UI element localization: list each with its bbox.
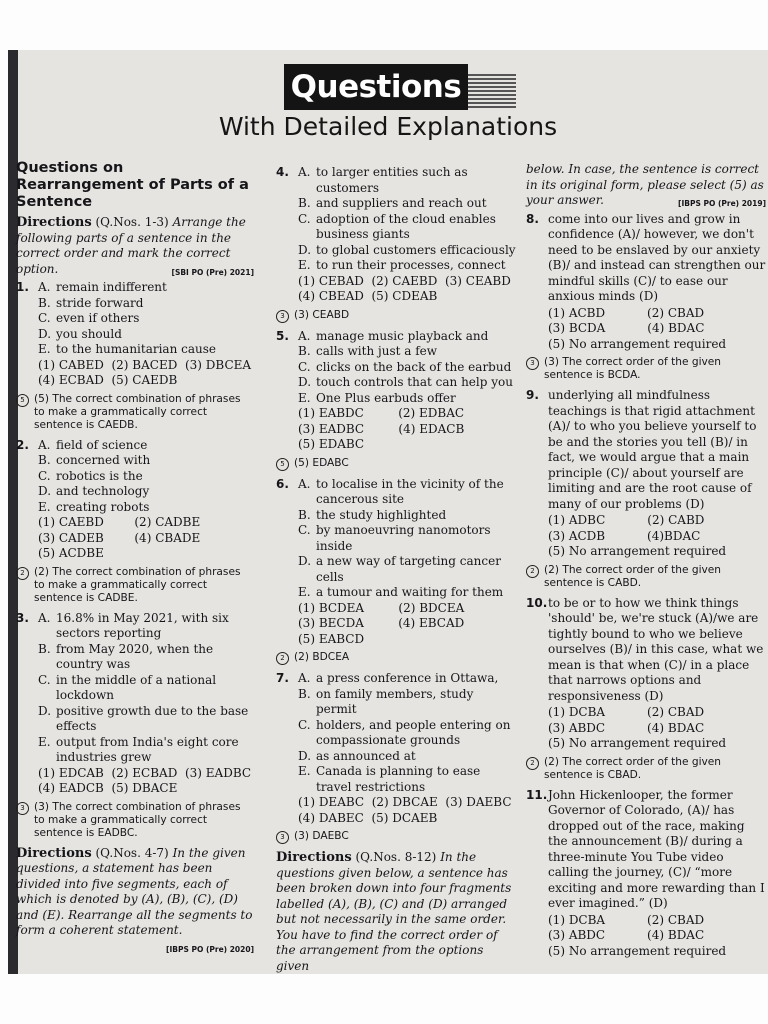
answer-text: (3) The correct order of the given sentence is BCDA. — [544, 356, 722, 381]
part-text: positive growth due to the base effects — [56, 703, 249, 733]
question-part — [38, 453, 254, 469]
answer-option: (1) BCDEA (2) BDCEA — [298, 600, 465, 615]
question-row — [526, 388, 766, 513]
part-text: to the humanitarian cause — [56, 342, 216, 356]
question-row — [16, 280, 254, 358]
part-label: E. — [38, 734, 51, 749]
question-body — [298, 329, 516, 407]
part-text: as announced at — [316, 748, 416, 763]
part-label: C. — [298, 717, 311, 732]
answer-option: (4) CBEAD (5) CDEAB — [298, 289, 438, 303]
question-part — [38, 438, 254, 454]
answer-option: (3) ACDB (4)BDAC — [548, 528, 701, 543]
answer-option: (1) EABDC (2) EDBAC — [298, 406, 465, 420]
directions-qnos: (Q.Nos. 1-3) — [95, 215, 169, 229]
question-3 — [16, 611, 254, 840]
question-part — [38, 296, 254, 312]
question-part — [298, 360, 516, 376]
answer-bullet-icon: 2 — [526, 565, 539, 578]
source-tag: [IBPS PO (Pre) 2020] — [166, 944, 254, 954]
question-part — [298, 391, 516, 407]
part-label: A. — [298, 671, 311, 685]
part-text: in the middle of a national lockdown — [56, 672, 217, 702]
question-body — [548, 788, 766, 913]
part-text: calls with just a few — [316, 344, 438, 358]
question-1 — [16, 280, 254, 432]
source-tag: [IBPS PO (Pre) 2019] — [678, 199, 766, 208]
part-label: B. — [38, 453, 51, 467]
answer-explanation — [276, 457, 516, 471]
question-part — [298, 687, 516, 718]
answer-text: (2) The correct order of the given sentence is CBAD. — [544, 755, 722, 781]
question-number: 10. — [526, 595, 548, 610]
part-text: a press conference in Ottawa, — [316, 671, 499, 685]
directions-continued — [526, 162, 766, 209]
answer-text: (5) The correct combination of phrases to make a grammatically correct sentence is CAEDB. — [34, 392, 241, 431]
answer-option: (1) DCBA (2) CBAD — [548, 705, 705, 719]
question-stem: John Hickenlooper, the former Governor of Colorado, (A)/ has dropped out of the race, making the announcement (B)/ during a three-minute You Tube video calling the journey, (C)/ “more exciting and more rewarding than I ever imagined.” (D) — [548, 787, 765, 910]
answer-option: (1) CAEBD (2) CADBE — [38, 515, 201, 529]
part-text: the study highlighted — [316, 507, 447, 522]
part-text: you should — [56, 326, 122, 341]
question-number: 3. — [16, 610, 29, 625]
part-label: C. — [38, 468, 51, 483]
part-label: B. — [298, 196, 311, 210]
question-body — [548, 388, 766, 513]
question-part — [38, 735, 254, 766]
part-label: E. — [38, 499, 51, 514]
answer-explanation — [16, 801, 254, 840]
part-text: concerned with — [56, 453, 151, 467]
part-text: on family members, study permit — [316, 686, 474, 716]
answer-option: (4) EADCB (5) DBACE — [38, 781, 178, 795]
directions-text: In the given questions, a statement has been divided into five segments, each of which is denoted by (A), (B), (C), (D) and (E). Rearrange all the segments to form a coherent statement. — [16, 845, 253, 937]
question-body — [298, 165, 516, 274]
part-label: D. — [38, 703, 52, 718]
question-number: 6. — [276, 476, 289, 491]
part-label: A. — [298, 165, 311, 179]
answer-option: (5) No arrangement required — [548, 736, 727, 750]
page-subtitle: With Detailed Explanations — [218, 112, 558, 141]
question-number: 2. — [16, 437, 29, 452]
answer-bullet-icon: 2 — [276, 652, 289, 665]
part-text: output from India's eight core industries grew — [56, 734, 239, 764]
part-label: E. — [298, 258, 311, 272]
part-label: D. — [38, 326, 52, 341]
part-text: holders, and people entering on compassionate grounds — [316, 717, 511, 747]
question-part — [298, 477, 516, 508]
directions-label: Directions — [276, 850, 352, 865]
directions-4-7 — [16, 845, 254, 954]
part-text: to global customers efficaciously — [316, 242, 516, 257]
question-number: 8. — [526, 211, 539, 226]
part-text: to localise in the vicinity of the cancerous site — [316, 476, 504, 506]
book-page — [8, 50, 768, 974]
question-number: 7. — [276, 671, 289, 685]
answer-option: (5) EABCD — [298, 631, 365, 646]
question-body — [38, 611, 254, 766]
part-label: B. — [298, 344, 311, 358]
part-label: A. — [298, 328, 311, 343]
part-label: C. — [38, 311, 51, 325]
part-text: from May 2020, when the country was — [56, 641, 214, 671]
answer-option: (1) DCBA (2) CBAD — [548, 912, 705, 927]
answer-option: (3) CADEB (4) CBADE — [38, 530, 201, 545]
part-label: A. — [298, 476, 311, 491]
part-label: B. — [298, 686, 311, 701]
column-1 — [16, 160, 254, 957]
question-part — [38, 280, 254, 296]
part-label: D. — [298, 242, 312, 257]
question-6 — [276, 477, 516, 666]
directions-qnos: (Q.Nos. 8-12) — [355, 850, 437, 864]
question-number: 11. — [526, 787, 548, 802]
answer-option: (4) DABEC (5) DCAEB — [298, 810, 438, 825]
question-part — [38, 642, 254, 673]
part-text: to larger entities such as customers — [316, 165, 468, 195]
question-9 — [526, 388, 766, 590]
question-part — [298, 554, 516, 585]
question-part — [298, 196, 516, 212]
part-text: even if others — [56, 311, 140, 325]
answer-bullet-icon: 5 — [276, 458, 289, 471]
answer-option: (3) ABDC (4) BDAC — [548, 720, 705, 735]
answer-bullet-icon: 3 — [526, 357, 539, 370]
question-part — [298, 243, 516, 259]
answer-explanation — [276, 651, 516, 665]
question-5 — [276, 329, 516, 471]
question-row — [16, 438, 254, 516]
question-part — [38, 611, 254, 642]
question-row — [276, 165, 516, 274]
answer-option: (1) ACBD (2) CBAD — [548, 305, 705, 320]
answer-option: (4) ECBAD (5) CAEDB — [38, 373, 178, 387]
directions-label: Directions — [16, 845, 92, 861]
answer-option: (3) BECDA (4) EBCAD — [298, 616, 465, 630]
answer-bullet-icon: 3 — [16, 802, 29, 815]
part-text: adoption of the cloud enables business giants — [316, 211, 496, 241]
answer-explanation — [526, 564, 766, 590]
question-part — [298, 344, 516, 360]
part-text: remain indifferent — [56, 280, 167, 294]
answer-option: (3) BCDA (4) BDAC — [548, 321, 705, 335]
question-11 — [526, 788, 766, 960]
answer-option: (5) EDABC — [298, 437, 365, 451]
question-body — [298, 671, 516, 795]
answer-bullet-icon: 2 — [16, 567, 29, 580]
part-text: 16.8% in May 2021, with six sectors reporting — [56, 610, 229, 640]
question-part — [298, 375, 516, 391]
part-text: robotics is the — [56, 468, 143, 483]
question-body — [548, 212, 766, 306]
directions-qnos: (Q.Nos. 4-7) — [95, 845, 169, 860]
question-stem: underlying all mindfulness teachings is that rigid attachment (A)/ to who you believe yourself to be and the stories you tell (B)/ in fact, we would argue that a main principle (C)/ about yourself are limiting and are the root cause of many of our problems (D) — [548, 388, 757, 511]
part-text: a tumour and waiting for them — [316, 585, 504, 599]
part-label: B. — [38, 295, 51, 310]
title-decoration — [468, 74, 516, 108]
part-label: E. — [298, 764, 311, 778]
answer-bullet-icon: 3 — [276, 310, 289, 323]
directions-text: In the questions given below, a sentence has been broken down into four fragments labelled (A), (B), (C) and (D) arranged but not necessarily in the same order. You have to find the correct order of the arrangement from the options given — [276, 850, 512, 973]
question-part — [298, 749, 516, 765]
question-body — [38, 280, 254, 358]
directions-text: Arrange the following parts of a sentence in the correct order and mark the correct option. — [16, 215, 246, 276]
question-body — [298, 477, 516, 601]
part-label: E. — [38, 342, 51, 356]
question-2 — [16, 438, 254, 605]
answer-option: (1) ADBC (2) CABD — [548, 513, 705, 527]
answer-option: (3) ABDC (4) BDAC — [548, 928, 705, 942]
answer-text: (3) The correct combination of phrases to make a grammatically correct sentence is EADBC. — [34, 800, 241, 839]
part-label: E. — [298, 390, 311, 405]
part-text: by manoeuvring nanomotors inside — [316, 523, 491, 553]
page-title: Questions — [284, 64, 468, 110]
answer-text: (5) EDABC — [294, 456, 349, 469]
part-label: E. — [298, 585, 311, 599]
answer-option: (5) No arrangement required — [548, 943, 727, 958]
answer-option: (1) DEABC (2) DBCAE (3) DAEBC — [298, 795, 512, 809]
question-part — [38, 327, 254, 343]
question-row — [276, 477, 516, 601]
answer-explanation — [526, 356, 766, 382]
part-text: creating robots — [56, 499, 150, 514]
question-part — [38, 500, 254, 516]
part-text: field of science — [56, 437, 148, 452]
part-label: A. — [38, 280, 51, 294]
part-text: touch controls that can help you — [316, 375, 513, 389]
question-part — [38, 673, 254, 704]
question-row — [526, 788, 766, 913]
question-body — [548, 596, 766, 706]
part-label: D. — [38, 484, 52, 498]
question-part — [298, 671, 516, 687]
question-part — [298, 523, 516, 554]
part-label: B. — [38, 641, 51, 656]
question-part — [298, 718, 516, 749]
answer-explanation — [276, 309, 516, 323]
question-row — [276, 329, 516, 407]
answer-explanation — [276, 830, 516, 844]
question-part — [298, 764, 516, 795]
source-tag: [SBI PO (Pre) 2021] — [171, 267, 254, 277]
part-text: stride forward — [56, 295, 144, 310]
part-text: to run their processes, connect — [316, 258, 506, 272]
directions-1-3 — [16, 215, 254, 277]
part-label: C. — [298, 211, 311, 226]
part-label: A. — [38, 437, 51, 452]
directions-label: Directions — [16, 215, 92, 230]
question-number: 1. — [16, 280, 29, 294]
answer-explanation — [526, 756, 766, 782]
question-part — [298, 258, 516, 274]
question-body — [38, 438, 254, 516]
answer-bullet-icon: 5 — [16, 394, 29, 407]
question-row — [16, 611, 254, 766]
answer-bullet-icon: 2 — [526, 757, 539, 770]
question-stem: to be or to how we think things 'should' be, we're stuck (A)/we are tightly bound to who we believe ourselves (B)/ in this case, what we mean is that when (C)/ in a place that narrows options and responsiveness (D) — [548, 595, 764, 703]
part-text: a new way of targeting cancer cells — [316, 554, 501, 584]
question-part — [38, 469, 254, 485]
answer-text: (3) DAEBC — [294, 830, 349, 842]
part-label: A. — [38, 610, 51, 625]
directions-8-12 — [276, 850, 516, 974]
answer-option: (5) No arrangement required — [548, 336, 727, 351]
question-number: 9. — [526, 388, 539, 402]
part-text: One Plus earbuds offer — [316, 390, 456, 405]
question-number: 4. — [276, 165, 289, 179]
question-8 — [526, 212, 766, 383]
question-stem: come into our lives and grow in confidence (A)/ however, we don't need to be enslaved by our anxiety (B)/ and instead can strengthen our mindful skills (C)/ to ease our anxious minds (D) — [548, 211, 766, 303]
question-part — [298, 508, 516, 524]
directions-continued-text: below. In case, the sentence is correct in its original form, please select (5) as your answer. — [526, 162, 764, 207]
part-label: D. — [298, 748, 312, 763]
question-part — [298, 585, 516, 601]
question-row — [526, 212, 766, 306]
part-text: and suppliers and reach out — [316, 196, 487, 210]
question-part — [298, 165, 516, 196]
part-text: and technology — [56, 484, 150, 498]
answer-option: (1) CEBAD (2) CAEBD (3) CEABD — [298, 273, 511, 288]
column-3 — [526, 160, 766, 959]
question-number: 5. — [276, 328, 289, 343]
answer-option: (1) CABED (2) BACED (3) DBCEA — [38, 357, 252, 372]
answer-option: (3) EADBC (4) EDACB — [298, 421, 465, 436]
question-part — [38, 484, 254, 500]
answer-bullet-icon: 3 — [276, 831, 289, 844]
section-heading: Questions on Rearrangement of Parts of a Sentence — [16, 160, 249, 210]
column-2 — [276, 163, 516, 974]
part-label: C. — [298, 523, 311, 537]
question-row — [276, 671, 516, 795]
part-text: Canada is planning to ease travel restrictions — [316, 764, 481, 794]
question-part — [298, 212, 516, 243]
question-4 — [276, 165, 516, 323]
part-label: B. — [298, 507, 311, 522]
answer-option: (1) EDCAB (2) ECBAD (3) EADBC — [38, 765, 252, 780]
question-7 — [276, 671, 516, 844]
answer-text: (2) BDCEA — [294, 651, 350, 663]
answer-text: (2) The correct order of the given sentence is CABD. — [544, 563, 722, 589]
answer-text: (2) The correct combination of phrases to make a grammatically correct sentence is CADBE. — [34, 565, 241, 604]
question-10 — [526, 596, 766, 782]
part-label: D. — [298, 375, 312, 389]
part-label: C. — [38, 672, 51, 687]
part-text: clicks on the back of the earbud — [316, 359, 512, 374]
question-part — [298, 329, 516, 345]
answer-option: (5) No arrangement required — [548, 544, 727, 558]
part-label: C. — [298, 359, 311, 374]
answer-text: (3) CEABD — [294, 308, 350, 321]
question-part — [38, 342, 254, 358]
part-text: manage music playback and — [316, 328, 489, 343]
answer-option: (5) ACDBE — [38, 546, 104, 560]
question-row — [526, 596, 766, 706]
question-part — [38, 704, 254, 735]
question-part — [38, 311, 254, 327]
answer-explanation — [16, 393, 254, 432]
part-label: D. — [298, 554, 312, 568]
answer-explanation — [16, 566, 254, 605]
